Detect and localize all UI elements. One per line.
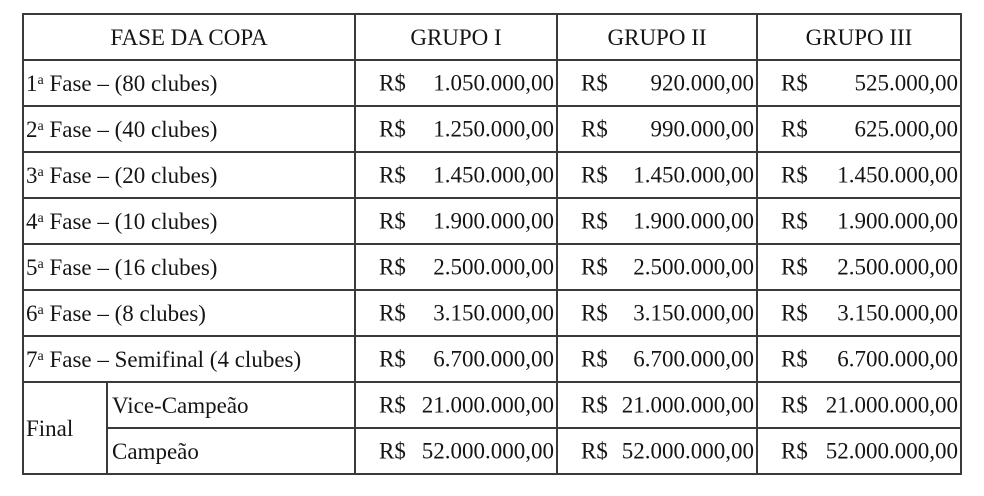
prize-group-2 [557,106,757,152]
prize-group-3 [757,244,961,290]
prize-group-2 [557,244,757,290]
currency-symbol: R$ [581,70,608,96]
table-row [23,106,961,152]
prize-amount: 21.000.000,00 [621,392,755,418]
phase-text: Fase – (80 clubes) [43,70,218,96]
currency-symbol: R$ [781,116,808,142]
prize-group-1 [355,382,557,428]
table-row-champion [23,428,961,474]
phase-label [23,336,355,382]
phase-number: 3 [26,162,38,188]
currency-symbol: R$ [581,392,608,418]
phase-ordinal: a [37,118,44,134]
prize-amount: 2.500.000,00 [433,254,555,280]
prize-group-1 [355,60,557,106]
prize-amount: 990.000,00 [650,116,755,142]
currency-symbol: R$ [379,116,406,142]
prize-group-2 [557,60,757,106]
prize-amount: 6.700.000,00 [837,346,959,372]
prize-group-3 [757,428,961,474]
prize-amount: 625.000,00 [854,116,959,142]
phase-label [23,106,355,152]
prize-group-3 [757,290,961,336]
header-row [23,14,961,60]
prize-amount: 3.150.000,00 [633,300,755,326]
currency-symbol: R$ [581,300,608,326]
currency-symbol: R$ [379,346,406,372]
currency-symbol: R$ [781,208,808,234]
prize-group-2 [557,198,757,244]
prize-group-3 [757,60,961,106]
prize-table [22,13,962,475]
currency-symbol: R$ [781,70,808,96]
currency-symbol: R$ [781,392,808,418]
currency-symbol: R$ [581,254,608,280]
prize-amount: 525.000,00 [854,70,959,96]
prize-amount: 1.250.000,00 [433,116,555,142]
phase-number: 2 [26,116,38,142]
currency-symbol: R$ [781,438,808,464]
currency-symbol: R$ [379,162,406,188]
phase-label [23,60,355,106]
table-row [23,290,961,336]
prize-group-1 [355,106,557,152]
prize-amount: 1.450.000,00 [633,162,755,188]
prize-group-3 [757,382,961,428]
phase-label [23,152,355,198]
prize-group-2 [557,290,757,336]
phase-ordinal: a [37,164,44,180]
prize-group-3 [757,152,961,198]
phase-ordinal: a [37,72,44,88]
currency-symbol: R$ [379,70,406,96]
prize-amount: 920.000,00 [650,70,755,96]
currency-symbol: R$ [379,208,406,234]
currency-symbol: R$ [581,116,608,142]
phase-label [23,244,355,290]
table-row [23,60,961,106]
phase-text: Fase – (40 clubes) [43,116,218,142]
table-row-vice [23,382,961,428]
table-row [23,244,961,290]
phase-ordinal: a [37,302,44,318]
prize-amount: 52.000.000,00 [825,438,959,464]
currency-symbol: R$ [379,254,406,280]
phase-ordinal: a [37,210,44,226]
prize-amount: 6.700.000,00 [633,346,755,372]
table-row [23,152,961,198]
prize-group-3 [757,336,961,382]
champion-label: Campeão [107,428,355,474]
prize-amount: 3.150.000,00 [837,300,959,326]
prize-group-1 [355,198,557,244]
prize-group-2 [557,428,757,474]
phase-text: Fase – (8 clubes) [43,300,206,326]
vice-champion-label: Vice-Campeão [107,382,355,428]
currency-symbol: R$ [781,346,808,372]
prize-group-1 [355,336,557,382]
phase-ordinal: a [37,256,44,272]
currency-symbol: R$ [781,300,808,326]
currency-symbol: R$ [581,208,608,234]
header-group-3: GRUPO III [757,14,961,60]
header-group-1: GRUPO I [355,14,557,60]
prize-group-1 [355,290,557,336]
final-label: Final [23,382,107,474]
currency-symbol: R$ [781,162,808,188]
currency-symbol: R$ [581,162,608,188]
currency-symbol: R$ [781,254,808,280]
prize-amount: 1.900.000,00 [837,208,959,234]
phase-ordinal: a [37,348,44,364]
prize-amount: 21.000.000,00 [421,392,555,418]
phase-number: 4 [26,208,38,234]
table-row [23,336,961,382]
prize-group-3 [757,198,961,244]
phase-number: 1 [26,70,38,96]
header-phase: FASE DA COPA [23,14,355,60]
prize-group-2 [557,382,757,428]
phase-text: Fase – Semifinal (4 clubes) [43,346,302,372]
currency-symbol: R$ [581,346,608,372]
prize-group-1 [355,428,557,474]
prize-amount: 1.450.000,00 [433,162,555,188]
prize-amount: 1.050.000,00 [433,70,555,96]
prize-group-2 [557,152,757,198]
phase-text: Fase – (16 clubes) [43,254,218,280]
currency-symbol: R$ [581,438,608,464]
currency-symbol: R$ [379,392,406,418]
prize-amount: 1.450.000,00 [837,162,959,188]
phase-text: Fase – (10 clubes) [43,208,218,234]
phase-label [23,198,355,244]
prize-amount: 2.500.000,00 [837,254,959,280]
prize-amount: 3.150.000,00 [433,300,555,326]
prize-amount: 6.700.000,00 [433,346,555,372]
prize-group-1 [355,244,557,290]
phase-number: 7 [26,346,38,372]
phase-number: 6 [26,300,38,326]
currency-symbol: R$ [379,300,406,326]
prize-group-2 [557,336,757,382]
prize-amount: 21.000.000,00 [825,392,959,418]
prize-amount: 52.000.000,00 [421,438,555,464]
prize-group-3 [757,106,961,152]
phase-number: 5 [26,254,38,280]
prize-group-1 [355,152,557,198]
phase-label [23,290,355,336]
prize-amount: 52.000.000,00 [621,438,755,464]
prize-amount: 1.900.000,00 [633,208,755,234]
header-group-2: GRUPO II [557,14,757,60]
prize-amount: 2.500.000,00 [633,254,755,280]
prize-amount: 1.900.000,00 [433,208,555,234]
phase-text: Fase – (20 clubes) [43,162,218,188]
currency-symbol: R$ [379,438,406,464]
table-row [23,198,961,244]
